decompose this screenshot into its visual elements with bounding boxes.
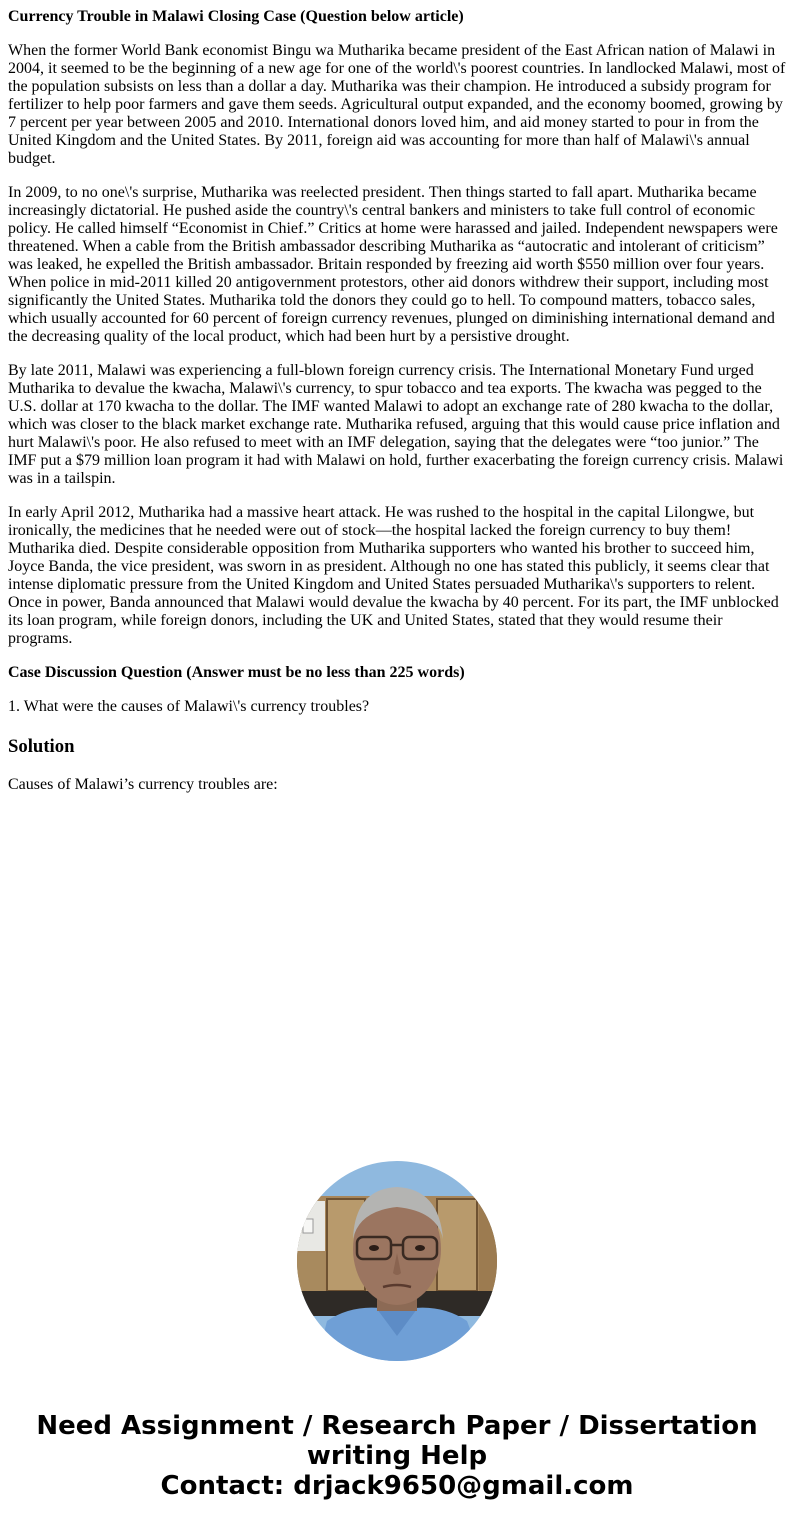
document-content xyxy=(0,8,794,794)
promo-contact: Contact: drjack9650@gmail.com xyxy=(160,1471,634,1501)
promo-line-2: writing Help xyxy=(306,1441,488,1471)
solution-text: Causes of Malawi’s currency troubles are: xyxy=(8,776,278,793)
tutor-avatar xyxy=(297,1161,497,1361)
solution-heading: Solution xyxy=(8,736,75,757)
promo-banner xyxy=(0,1411,794,1501)
article-paragraph-3: By late 2011, Malawi was experiencing a full-blown foreign currency crisis. The International Monetary Fund urged Mutharika to devalue the kwacha, Malawi\'s currency, to spur tobacco and tea exports. The kwacha was pegged to the U.S. dollar at 170 kwacha to the dollar. The IMF wanted Malawi to adopt an exchange rate of 280 kwacha to the dollar, which was closer to the black market exchange rate. Mutharika refused, arguing that this would cause price inflation and hurt Malawi\'s poor. He also refused to meet with an IMF delegation, saying that the delegates were “too junior.” The IMF put a $79 million loan program it had with Malawi on hold, further exacerbating the foreign currency crisis. Malawi was in a tailspin. xyxy=(8,362,784,487)
question-heading: Case Discussion Question (Answer must be no less than 225 words) xyxy=(8,664,465,681)
promo-line-1: Need Assignment / Research Paper / Dissertation xyxy=(36,1411,758,1441)
question-text: 1. What were the causes of Malawi\'s currency troubles? xyxy=(8,698,370,715)
article-paragraph-4: In early April 2012, Mutharika had a massive heart attack. He was rushed to the hospital in the capital Lilongwe, but ironically, the medicines that he needed were out of stock—the hospital lacked the foreign currency to buy them! Mutharika died. Despite considerable opposition from Mutharika supporters who wanted his brother to succeed him, Joyce Banda, the vice president, was sworn in as president. Although no one has stated this publicly, it seems clear that intense diplomatic pressure from the United Kingdom and United States persuaded Mutharika\'s supporters to relent. Once in power, Banda announced that Malawi would devalue the kwacha by 40 percent. For its part, the IMF unblocked its loan program, while foreign donors, including the UK and United States, stated that they would resume their programs. xyxy=(8,504,779,647)
article-title: Currency Trouble in Malawi Closing Case (Question below article) xyxy=(8,8,464,25)
article-paragraph-1: When the former World Bank economist Bingu wa Mutharika became president of the East African nation of Malawi in 2004, it seemed to be the beginning of a new age for one of the world\'s poorest countries. In landlocked Malawi, most of the population subsists on less than a dollar a day. Mutharika was their champion. He introduced a subsidy program for fertilizer to help poor farmers and gave them seeds. Agricultural output expanded, and the economy boomed, growing by 7 percent per year between 2005 and 2010. International donors loved him, and aid money started to pour in from the United Kingdom and the United States. By 2011, foreign aid was accounting for more than half of Malawi\'s annual budget. xyxy=(8,42,786,167)
article-paragraph-2: In 2009, to no one\'s surprise, Mutharika was reelected president. Then things started to fall apart. Mutharika became increasingly dictatorial. He pushed aside the country\'s central bankers and ministers to take full control of economic policy. He called himself “Economist in Chief.” Critics at home were harassed and jailed. Independent newspapers were threatened. When a cable from the British ambassador describing Mutharika as “autocratic and intolerant of criticism” was leaked, he expelled the British ambassador. Britain responded by freezing aid worth $550 million over four years. When police in mid-2011 killed 20 antigovernment protestors, other aid donors withdrew their support, including most significantly the United States. Mutharika told the donors they could go to hell. To compound matters, tobacco sales, which usually accounted for 60 percent of foreign currency revenues, plunged on diminishing international demand and the decreasing quality of the local product, which had been hurt by a persistive drought. xyxy=(8,184,778,345)
portrait-image xyxy=(297,1161,497,1361)
